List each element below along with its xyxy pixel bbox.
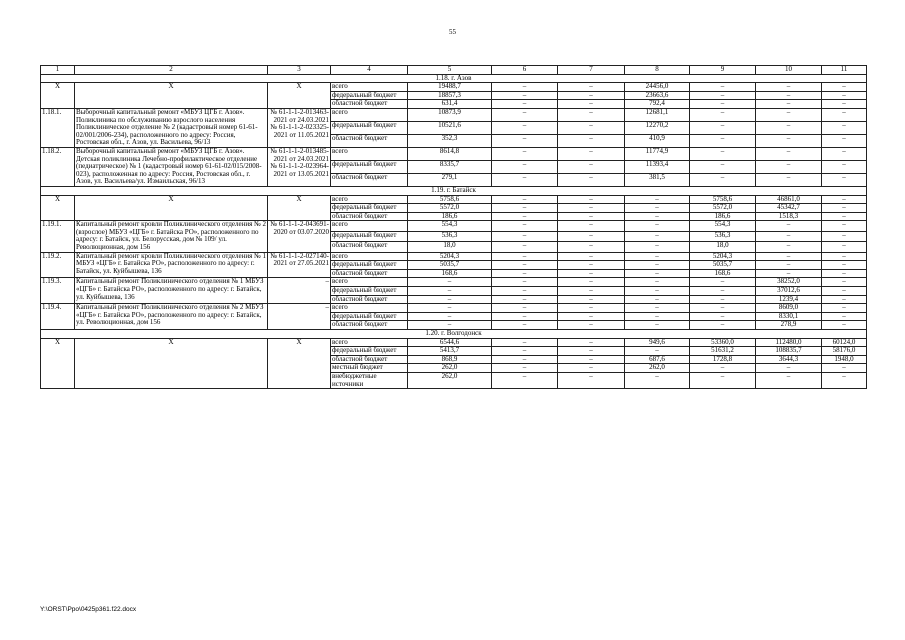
value-cell: – [690,83,756,92]
funding-source: областной бюджет [331,242,408,252]
value-cell: – [625,212,690,221]
value-cell: – [625,372,690,388]
table-row [41,338,867,347]
value-cell: – [558,173,625,186]
value-cell: – [558,347,625,356]
column-header: 9 [690,66,756,75]
row-number: 1.18.1. [41,108,75,147]
value-cell: 1239,4 [756,295,822,304]
value-cell: – [625,242,690,252]
value-cell: – [558,121,625,134]
value-cell: – [492,221,558,231]
value-cell: – [822,221,867,231]
value-cell: – [492,287,558,296]
value-cell: – [558,91,625,100]
value-cell: – [625,321,690,330]
value-cell: – [492,147,558,160]
value-cell: – [822,242,867,252]
value-cell: – [492,212,558,221]
value-cell: 51631,2 [690,347,756,356]
value-cell: 410,9 [625,134,690,147]
funding-source: областной бюджет [331,269,408,278]
value-cell: – [558,269,625,278]
column-header: 1 [41,66,75,75]
column-header: 7 [558,66,625,75]
value-cell: – [492,278,558,287]
value-cell: – [408,295,492,304]
value-cell: 279,1 [408,173,492,186]
value-cell: 278,9 [756,321,822,330]
value-cell: – [822,160,867,173]
funding-source: всего [331,338,408,347]
page-number: 55 [449,28,456,36]
value-cell: – [492,312,558,321]
value-cell: 5204,3 [690,252,756,261]
value-cell: 24456,0 [625,83,690,92]
value-cell: – [558,195,625,204]
value-cell: – [492,347,558,356]
value-cell: 1518,3 [756,212,822,221]
value-cell: – [558,83,625,92]
value-cell: 108835,7 [756,347,822,356]
value-cell: – [625,231,690,241]
document-ref: № 61-1-1-2-013485-2021 от 24.03.2021 № 61-1-1-2-023964-2021 от 13.05.2021 [268,147,331,186]
value-cell: – [625,252,690,261]
value-cell: 186,6 [690,212,756,221]
document-ref: № 61-1-1-2-027140-2021 от 27.05.2021 [268,252,331,278]
value-cell: – [690,304,756,313]
value-cell: – [558,242,625,252]
value-cell: – [822,372,867,388]
value-cell: 5572,0 [408,204,492,213]
value-cell: 8614,8 [408,147,492,160]
budget-table [40,65,867,389]
value-cell: – [492,204,558,213]
value-cell: – [408,321,492,330]
value-cell: – [492,195,558,204]
funding-source: всего [331,278,408,287]
value-cell: – [822,173,867,186]
value-cell: – [492,83,558,92]
value-cell: – [558,355,625,364]
value-cell: 6544,6 [408,338,492,347]
value-cell: 868,9 [408,355,492,364]
value-cell: 536,3 [408,231,492,241]
value-cell: – [822,195,867,204]
value-cell: 11393,4 [625,160,690,173]
value-cell: – [492,91,558,100]
value-cell: 12270,2 [625,121,690,134]
value-cell: 10873,9 [408,108,492,121]
value-cell: – [558,321,625,330]
section-title: 1.18. г. Азов [41,74,867,83]
value-cell: – [822,100,867,109]
value-cell: 262,0 [625,364,690,373]
value-cell: – [756,147,822,160]
value-cell: 262,0 [408,372,492,388]
value-cell: – [492,338,558,347]
value-cell: – [492,372,558,388]
table-row [41,108,867,121]
funding-source: областной бюджет [331,295,408,304]
value-cell: – [822,312,867,321]
value-cell: 687,6 [625,355,690,364]
value-cell: – [625,261,690,270]
column-header: 8 [625,66,690,75]
funding-source: областной бюджет [331,355,408,364]
value-cell: – [625,347,690,356]
value-cell: – [558,160,625,173]
value-cell: – [822,134,867,147]
row-number: 1.19.1. [41,221,75,252]
column-header: 4 [331,66,408,75]
value-cell: – [690,312,756,321]
value-cell: – [558,252,625,261]
value-cell: – [492,173,558,186]
funding-source: всего [331,252,408,261]
value-cell: – [492,321,558,330]
object-name: Капитальный ремонт кровли Поликлинического отделения № 2 (взрослое) МБУЗ «ЦГБ» г. Батайска РО», расположенного по адресу: г. Батайск, ул. Белорусская, дом № 109/ ул. Революционная, дом 156 [76,220,266,252]
value-cell: – [822,212,867,221]
value-cell: – [625,269,690,278]
value-cell: – [822,269,867,278]
value-cell: – [625,287,690,296]
funding-source: всего [331,221,408,231]
section-title: 1.19. г. Батайск [41,186,867,195]
value-cell: – [822,364,867,373]
column-header: 5 [408,66,492,75]
value-cell: – [492,242,558,252]
value-cell: 1728,8 [690,355,756,364]
document-ref: № 61-1-1-2-043691-2020 от 03.07.2020 [268,221,331,252]
value-cell: – [756,269,822,278]
value-cell: – [492,231,558,241]
value-cell: – [756,372,822,388]
header-row [41,66,867,75]
value-cell: 352,3 [408,134,492,147]
document-ref: X [268,195,331,221]
table-row [41,83,867,92]
value-cell: – [558,364,625,373]
object-name: Капитальный ремонт Поликлинического отделения № 2 МБУЗ «ЦГБ» г. Батайска РО», расположенного по адресу: г. Батайск, ул. Революционная, дом 156 [75,304,268,330]
funding-source: федеральный бюджет [331,121,408,134]
value-cell: – [690,278,756,287]
value-cell: – [690,134,756,147]
column-header: 11 [822,66,867,75]
value-cell: 18,0 [408,242,492,252]
funding-source: всего [331,304,408,313]
value-cell: – [756,121,822,134]
value-cell: 46861,0 [756,195,822,204]
funding-source: федеральный бюджет [331,204,408,213]
value-cell: – [756,108,822,121]
value-cell: – [690,287,756,296]
funding-source: федеральный бюджет [331,261,408,270]
value-cell: – [492,364,558,373]
value-cell: – [822,321,867,330]
value-cell: – [822,121,867,134]
value-cell: – [492,252,558,261]
value-cell: 8330,1 [756,312,822,321]
value-cell: 8335,7 [408,160,492,173]
column-header: 10 [756,66,822,75]
row-number: 1.19.3. [41,278,75,304]
value-cell: – [756,100,822,109]
value-cell: – [690,364,756,373]
document-ref: № 61-1-1-2-013463-2021 от 24.03.2021 № 61-1-1-2-023325-2021 от 11.05.2021 [268,108,331,147]
value-cell: – [558,204,625,213]
value-cell: 792,4 [625,100,690,109]
value-cell: – [492,134,558,147]
row-number: 1.19.4. [41,304,75,330]
section-header-row [41,74,867,83]
value-cell: – [558,134,625,147]
value-cell: – [625,295,690,304]
value-cell: – [756,252,822,261]
value-cell: 554,3 [690,221,756,231]
funding-source: местный бюджет [331,364,408,373]
document-ref: X [268,338,331,389]
value-cell: 3644,3 [756,355,822,364]
value-cell: – [558,231,625,241]
row-number: 1.18.2. [41,147,75,186]
value-cell: – [822,304,867,313]
value-cell: 18857,3 [408,91,492,100]
value-cell: 554,3 [408,221,492,231]
value-cell: 949,6 [625,338,690,347]
value-cell: 1948,0 [822,355,867,364]
funding-source: федеральный бюджет [331,231,408,241]
value-cell: – [690,108,756,121]
value-cell: – [558,261,625,270]
value-cell: – [690,160,756,173]
value-cell: – [558,147,625,160]
row-number: X [41,83,75,109]
value-cell: – [625,221,690,231]
value-cell: – [558,304,625,313]
value-cell: 58176,0 [822,347,867,356]
funding-source: областной бюджет [331,134,408,147]
value-cell: 12681,1 [625,108,690,121]
value-cell: 5758,6 [690,195,756,204]
funding-source: областной бюджет [331,100,408,109]
value-cell: 5204,3 [408,252,492,261]
section-header-row [41,330,867,339]
value-cell: – [558,287,625,296]
value-cell: 19488,7 [408,83,492,92]
value-cell: – [822,231,867,241]
value-cell: – [492,160,558,173]
funding-source: федеральный бюджет [331,160,408,173]
value-cell: – [492,100,558,109]
funding-source: областной бюджет [331,321,408,330]
value-cell: – [690,295,756,304]
table-row [41,252,867,261]
value-cell: – [558,312,625,321]
value-cell: – [492,355,558,364]
value-cell: – [492,304,558,313]
table-row [41,278,867,287]
value-cell: 5413,7 [408,347,492,356]
funding-source: федеральный бюджет [331,287,408,296]
funding-source: федеральный бюджет [331,312,408,321]
value-cell: – [822,83,867,92]
value-cell: – [756,261,822,270]
value-cell: – [690,372,756,388]
funding-source: областной бюджет [331,173,408,186]
funding-source: всего [331,147,408,160]
value-cell: – [756,160,822,173]
value-cell: – [408,278,492,287]
value-cell: – [492,295,558,304]
value-cell: – [822,204,867,213]
value-cell: – [492,121,558,134]
value-cell: – [756,134,822,147]
value-cell: – [822,295,867,304]
value-cell: – [822,108,867,121]
object-name: X [75,338,268,389]
value-cell: – [822,287,867,296]
document-ref: X [268,83,331,109]
funding-source: внебюджетные источники [331,372,408,388]
value-cell: – [756,221,822,231]
document-ref: – [268,304,331,330]
value-cell: 536,3 [690,231,756,241]
file-path-footer: Y:\ORST\Ppo\0425p361.f22.docx [40,606,137,613]
value-cell: 186,6 [408,212,492,221]
value-cell: 5758,6 [408,195,492,204]
value-cell: 10521,6 [408,121,492,134]
value-cell: – [822,91,867,100]
value-cell: 60124,0 [822,338,867,347]
value-cell: 262,0 [408,364,492,373]
value-cell: – [625,278,690,287]
value-cell: – [625,204,690,213]
row-number: X [41,338,75,389]
value-cell: – [558,278,625,287]
value-cell: – [756,364,822,373]
value-cell: – [690,100,756,109]
value-cell: – [690,147,756,160]
value-cell: – [625,312,690,321]
column-header: 2 [75,66,268,75]
value-cell: 168,6 [690,269,756,278]
value-cell: – [408,312,492,321]
value-cell: – [756,231,822,241]
funding-source: федеральный бюджет [331,91,408,100]
value-cell: – [558,295,625,304]
value-cell: – [690,321,756,330]
value-cell: – [558,372,625,388]
value-cell: – [558,108,625,121]
value-cell: 5572,0 [690,204,756,213]
value-cell: 112480,0 [756,338,822,347]
value-cell: – [756,91,822,100]
value-cell: – [492,261,558,270]
value-cell: – [690,91,756,100]
value-cell: – [690,121,756,134]
funding-source: всего [331,195,408,204]
value-cell: 18,0 [690,242,756,252]
section-title: 1.20. г. Волгодонск [41,330,867,339]
funding-source: областной бюджет [331,212,408,221]
row-number: 1.19.2. [41,252,75,278]
value-cell: – [625,195,690,204]
value-cell: 5035,7 [408,261,492,270]
table-row [41,195,867,204]
object-name: Капитальный ремонт кровли Поликлинического отделения № 1 МБУЗ «ЦГБ» г. Батайска РО», расположенного по адресу: г. Батайск, ул. Куйбышева, 136 [75,252,268,278]
value-cell: – [822,252,867,261]
document-ref: – [268,278,331,304]
value-cell: 631,4 [408,100,492,109]
object-name: X [75,195,268,221]
value-cell: – [492,269,558,278]
funding-source: всего [331,83,408,92]
object-name: Выборочный капитальный ремонт «МБУЗ ЦГБ г. Азов». Детская поликлиника Лечебно-профилактическое отделение (педиатрическое) № 1 (кадастровый номер 61-61-02/015/2008-023), расположенная по адресу: Россия, Ростовская обл., г. Азов, ул. Васильева/ул. Измаильская, 96/13 [75,147,268,186]
table-row [41,304,867,313]
value-cell: 45342,7 [756,204,822,213]
value-cell: 8609,0 [756,304,822,313]
value-cell: 23663,6 [625,91,690,100]
value-cell: – [408,304,492,313]
value-cell: – [558,100,625,109]
value-cell: – [822,261,867,270]
value-cell: – [558,221,625,231]
value-cell: – [558,338,625,347]
funding-source: федеральный бюджет [331,347,408,356]
value-cell: 37012,6 [756,287,822,296]
value-cell: 5035,7 [690,261,756,270]
value-cell: – [756,83,822,92]
value-cell: – [408,287,492,296]
value-cell: 53360,0 [690,338,756,347]
section-header-row [41,186,867,195]
value-cell: – [690,173,756,186]
value-cell: – [558,212,625,221]
value-cell: 168,6 [408,269,492,278]
table-row [41,147,867,160]
row-number: X [41,195,75,221]
value-cell: 381,5 [625,173,690,186]
object-name: Выборочный капитальный ремонт «МБУЗ ЦГБ г. Азов». Поликлиника по обслуживанию взрослого населения Поликлиническое отделение № 2 (кадастровый номер 61-61-02/001/2006-234), расположенного по адресу: Россия, Ростовская обл., г. Азов, ул. Васильева, 96/13 [75,108,268,147]
value-cell: 38252,0 [756,278,822,287]
table-row [41,221,867,231]
object-name: Капитальный ремонт Поликлинического отделения № 1 МБУЗ «ЦГБ» г. Батайска РО», расположенного по адресу: г. Батайск, ул. Куйбышева, 136 [75,278,268,304]
object-name: X [75,83,268,109]
column-header: 6 [492,66,558,75]
value-cell: – [822,147,867,160]
value-cell: 11774,9 [625,147,690,160]
value-cell: – [625,304,690,313]
value-cell: – [492,108,558,121]
value-cell: – [756,242,822,252]
funding-source: всего [331,108,408,121]
column-header: 3 [268,66,331,75]
value-cell: – [822,278,867,287]
value-cell: – [756,173,822,186]
